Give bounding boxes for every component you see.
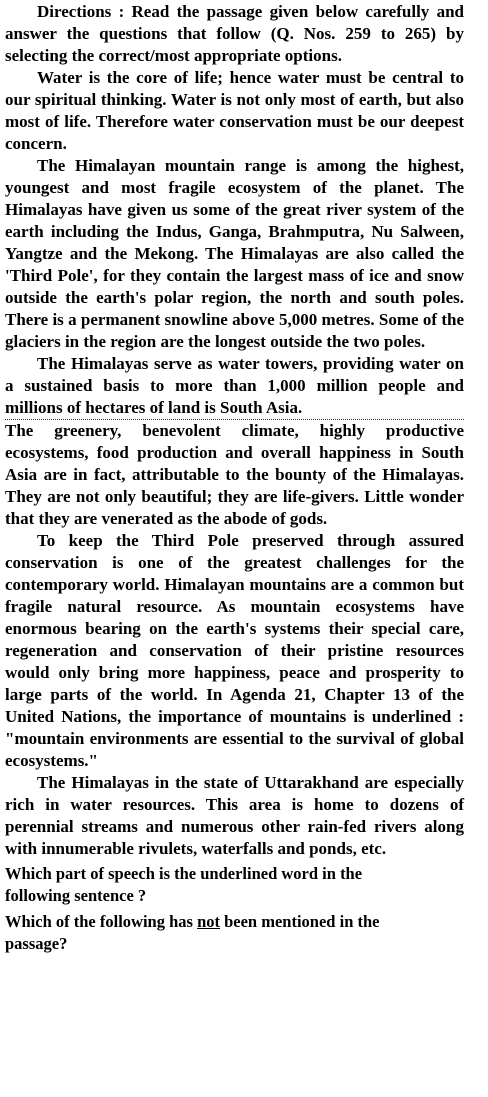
passage-paragraph-3b: The greenery, benevolent climate, highly productive ecosystems, food production and overall happiness in South Asia are in fact, attributable to the bounty of the Himalayas. They are not only beautiful; they are life-givers. Little wonder that they are venerated as the abode of gods. — [5, 421, 464, 528]
passage-paragraph-1: Water is the core of life; hence water must be central to our spiritual thinking. Water is not only most of earth, but also most of life. Therefore water conservation must be our deepest concern. — [5, 68, 464, 153]
question-2 — [5, 911, 464, 955]
passage-paragraph-2: The Himalayan mountain range is among the highest, youngest and most fragile ecosystem of the planet. The Himalayas have given us some of the great river system of the earth including the Indus, Ganga, Brahmputra, Nu Salween, Yangtze and the Mekong. The Himalayas are also called the 'Third Pole', for they contain the largest mass of ice and snow outside the earth's polar region, the north and south poles. There is a permanent snowline above 5,000 metres. Some of the glaciers in the region are the longest outside the two poles. — [5, 156, 464, 351]
passage-paragraph-4: To keep the Third Pole preserved through assured conservation is one of the greatest challenges for the contemporary world. Himalayan mountains are a common but fragile natural resource. As mountain ecosystems have enormous bearing on the earth's systems their special care, regeneration and conservation of their pristine resources would only bring more happiness, peace and prosperity to large parts of the world. In Agenda 21, Chapter 13 of the United Nations, the importance of mountains is underlined : "mountain environments are essential to the survival of global ecosystems." — [5, 531, 464, 770]
question-2-text-start: Which of the following has — [5, 912, 198, 931]
question-2-underlined-word: not — [197, 912, 220, 931]
directions-text: Directions : Read the passage given below carefully and answer the questions that follow (Q. Nos. 259 to 265) by selecting the correct/most appropriate options. — [5, 2, 464, 65]
question-1 — [5, 863, 464, 907]
passage-paragraph-5: The Himalayas in the state of Uttarakhand are especially rich in water resources. This area is home to dozens of perennial streams and numerous other rain-fed rivers along with innumerable rivulets, waterfalls and ponds, etc. — [5, 773, 464, 858]
question-1-text: Which part of speech is the underlined word in the following sentence ? — [5, 864, 363, 905]
question-2-text-end: been mentioned in the passage? — [5, 912, 380, 953]
passage-paragraph-3a: The Himalayas serve as water towers, providing water on a sustained basis to more than 1,000 million people and millions of hectares of land is South Asia. — [5, 354, 464, 417]
